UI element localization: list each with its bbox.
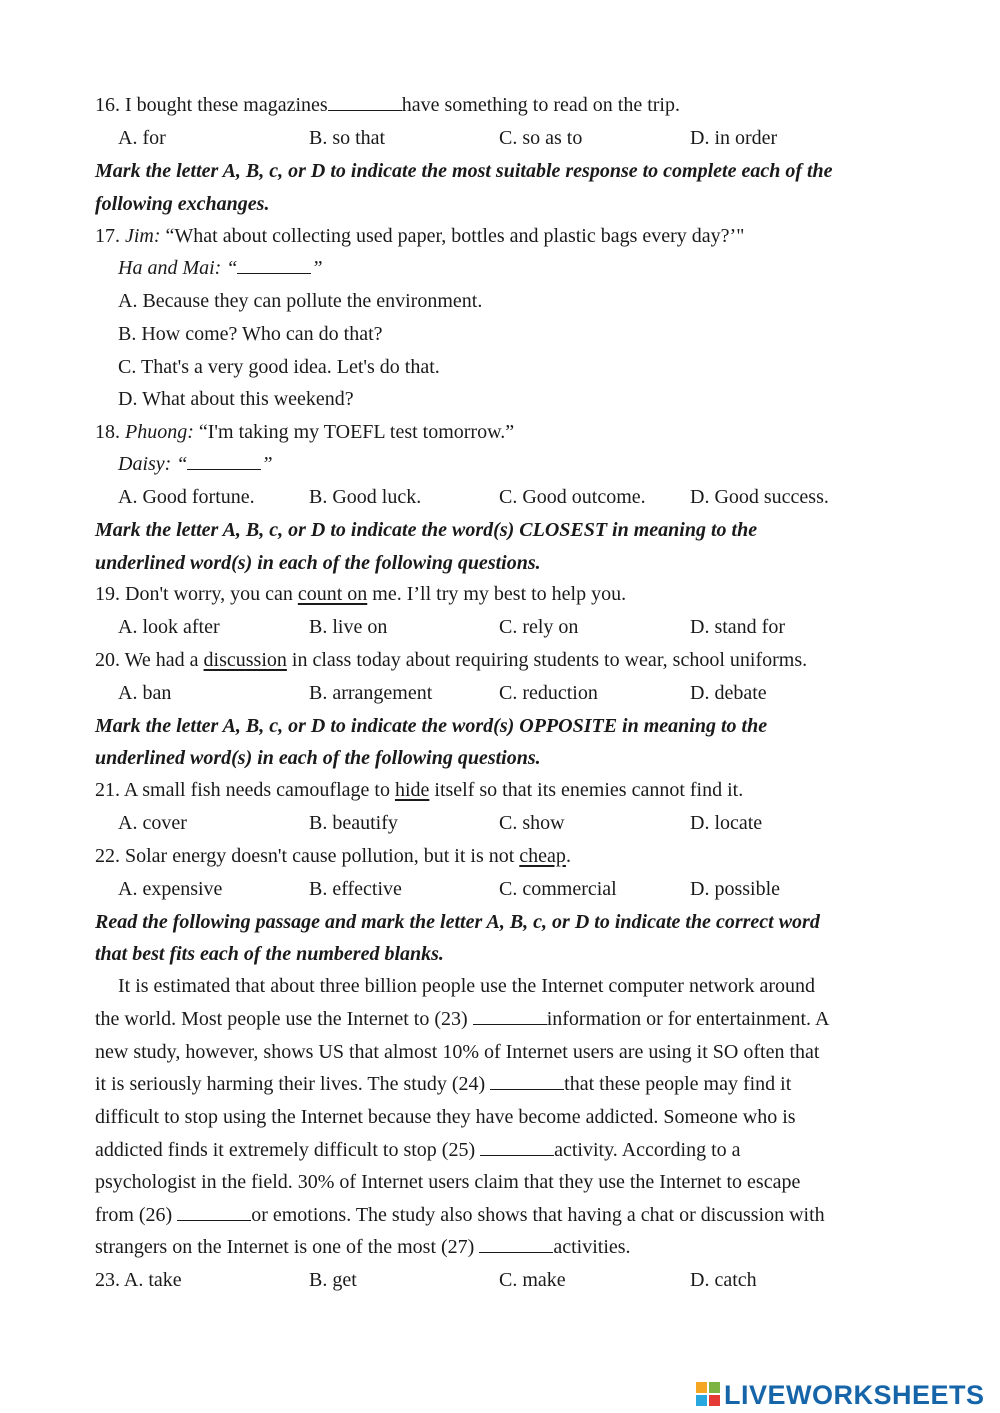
q18-option-b[interactable]: B. Good luck. [309,486,422,508]
q22-option-d[interactable]: D. possible [690,878,780,900]
q18-option-c[interactable]: C. Good outcome. [499,486,646,508]
blank-25[interactable] [480,1137,554,1156]
underlined-word: cheap [519,845,566,867]
passage-line: from (26) or emotions. The study also shows that having a chat or discussion with [95,1204,825,1226]
q18-option-a[interactable]: A. Good fortune. [118,486,255,508]
instruction-passage-line2: that best fits each of the numbered blanks. [95,943,444,965]
q17-option-b[interactable]: B. How come? Who can do that? [118,323,383,345]
question-19-stem: 19. Don't worry, you can count on me. I’ll try my best to help you. [95,583,627,605]
passage-line: new study, however, shows US that almost 10% of Internet users are using it SO often that [95,1041,820,1063]
instruction-exchanges-line2: following exchanges. [95,193,270,215]
q21-option-a[interactable]: A. cover [118,812,187,834]
passage-line: strangers on the Internet is one of the most (27) activities. [95,1236,631,1258]
q18-option-d[interactable]: D. Good success. [690,486,829,508]
passage-line: it is seriously harming their lives. The study (24) that these people may find it [95,1073,792,1095]
q17-option-a[interactable]: A. Because they can pollute the environment. [118,290,483,312]
q23-option-a[interactable]: 23. A. take [95,1269,182,1291]
q22-option-b[interactable]: B. effective [309,878,402,900]
question-20-stem: 20. We had a discussion in class today about requiring students to wear, school uniforms. [95,649,808,671]
q21-option-c[interactable]: C. show [499,812,565,834]
q19-option-d[interactable]: D. stand for [690,616,785,638]
passage-line: the world. Most people use the Internet to (23) information or for entertainment. A [95,1008,830,1030]
q19-option-a[interactable]: A. look after [118,616,220,638]
q16-option-a[interactable]: A. for [118,127,166,149]
question-18-stem: 18. Phuong: “I'm taking my TOEFL test tomorrow.” [95,421,515,443]
question-17-stem: 17. Jim: “What about collecting used paper, bottles and plastic bags every day?’" [95,225,745,247]
liveworksheets-logo[interactable] [696,1378,985,1412]
question-22-stem: 22. Solar energy doesn't cause pollution, but it is not cheap. [95,845,571,867]
answer-blank[interactable] [187,451,261,470]
q23-option-c[interactable]: C. make [499,1269,566,1291]
underlined-word: count on [297,583,368,605]
q21-option-d[interactable]: D. locate [690,812,763,834]
q21-option-b[interactable]: B. beautify [309,812,398,834]
underlined-word: hide [394,779,430,801]
q22-option-a[interactable]: A. expensive [118,878,223,900]
liveworksheets-logo-icon [696,1382,722,1408]
answer-blank[interactable] [237,255,311,274]
question-17-reply: Ha and Mai: “ ” [118,257,323,279]
q23-option-d[interactable]: D. catch [690,1269,757,1291]
blank-26[interactable] [177,1202,251,1221]
liveworksheets-logo-text: LIVEWORKSHEETS [724,1379,985,1410]
question-21-stem: 21. A small fish needs camouflage to hide itself so that its enemies cannot find it. [95,779,744,801]
passage-line: addicted finds it extremely difficult to stop (25) activity. According to a [95,1139,741,1161]
passage-line: psychologist in the field. 30% of Internet users claim that they use the Internet to escape [95,1171,801,1193]
q20-option-b[interactable]: B. arrangement [309,682,433,704]
q20-option-c[interactable]: C. reduction [499,682,598,704]
q23-option-b[interactable]: B. get [309,1269,357,1291]
instruction-opposite-line2: underlined word(s) in each of the following questions. [95,747,541,769]
q19-option-c[interactable]: C. rely on [499,616,579,638]
q20-option-d[interactable]: D. debate [690,682,767,704]
instruction-opposite-line1: Mark the letter A, B, c, or D to indicate the word(s) OPPOSITE in meaning to the [95,715,768,737]
q17-option-c[interactable]: C. That's a very good idea. Let's do that. [118,356,440,378]
q20-option-a[interactable]: A. ban [118,682,172,704]
question-18-reply: Daisy: “ ” [118,453,273,475]
passage-line: It is estimated that about three billion people use the Internet computer network around [118,975,816,997]
underlined-word: discussion [203,649,287,671]
blank-23[interactable] [473,1006,547,1025]
q16-option-c[interactable]: C. so as to [499,127,583,149]
instruction-closest-line2: underlined word(s) in each of the following questions. [95,552,541,574]
passage-line: difficult to stop using the Internet because they have become addicted. Someone who is [95,1106,796,1128]
instruction-exchanges-line1: Mark the letter A, B, c, or D to indicate the most suitable response to complete each of the [95,160,833,182]
q17-option-d[interactable]: D. What about this weekend? [118,388,354,410]
blank-27[interactable] [479,1234,553,1253]
q19-option-b[interactable]: B. live on [309,616,388,638]
blank-24[interactable] [490,1071,564,1090]
q16-option-b[interactable]: B. so that [309,127,386,149]
q22-option-c[interactable]: C. commercial [499,878,617,900]
instruction-passage-line1: Read the following passage and mark the letter A, B, c, or D to indicate the correct word [95,911,820,933]
q16-option-d[interactable]: D. in order [690,127,778,149]
instruction-closest-line1: Mark the letter A, B, c, or D to indicate the word(s) CLOSEST in meaning to the [95,519,758,541]
answer-blank[interactable] [328,92,402,111]
question-16-stem: 16. I bought these magazines have something to read on the trip. [95,94,680,116]
